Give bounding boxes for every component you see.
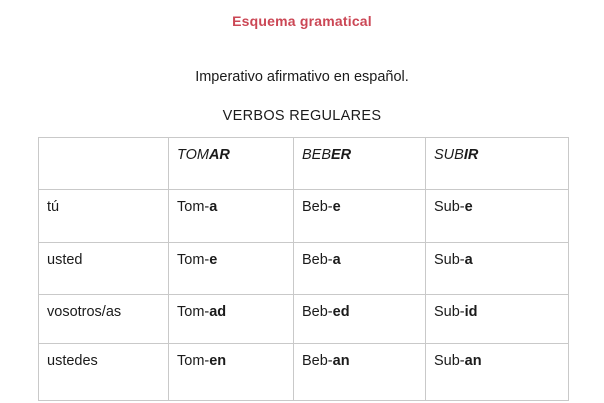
verb-ending: e xyxy=(332,199,341,215)
pronoun-cell: vosotros/as xyxy=(39,295,169,344)
conjugation-cell xyxy=(169,190,294,243)
section-heading: VERBOS REGULARES xyxy=(222,108,382,124)
verb-stem: TOM xyxy=(177,147,209,163)
verb-stem: Sub- xyxy=(434,252,465,268)
verb-header-tomar xyxy=(169,138,294,190)
conjugation-cell xyxy=(294,190,426,243)
conjugation-cell xyxy=(294,344,426,401)
table-row-tu xyxy=(39,190,569,243)
verb-stem: Sub- xyxy=(434,199,465,215)
verb-ending: an xyxy=(332,353,350,369)
verb-ending: ad xyxy=(209,304,227,320)
table-row-ustedes xyxy=(39,344,569,401)
verb-stem: Beb- xyxy=(302,252,333,268)
page-title: Esquema gramatical xyxy=(232,13,372,29)
verb-ending: ed xyxy=(332,304,350,320)
verb-ending: IR xyxy=(463,147,479,163)
conjugation-cell xyxy=(426,190,569,243)
document-page xyxy=(0,13,604,403)
table-header-row xyxy=(39,138,569,190)
verb-stem: Beb- xyxy=(302,304,333,320)
conjugation-cell xyxy=(294,243,426,295)
pronoun-cell: ustedes xyxy=(39,344,169,401)
verb-header-beber xyxy=(294,138,426,190)
verb-stem: Sub- xyxy=(434,304,465,320)
verb-ending: an xyxy=(464,353,482,369)
verb-ending: a xyxy=(209,199,218,215)
table-row-usted xyxy=(39,243,569,295)
verb-ending: ER xyxy=(331,147,352,163)
conjugation-cell xyxy=(426,344,569,401)
conjugation-cell xyxy=(426,243,569,295)
verb-stem: Tom- xyxy=(177,304,210,320)
verb-ending: AR xyxy=(208,147,230,163)
verb-stem: Sub- xyxy=(434,353,465,369)
pronoun-cell: tú xyxy=(39,190,169,243)
verb-ending: e xyxy=(209,252,218,268)
verb-stem: BEB xyxy=(302,147,332,163)
verb-ending: a xyxy=(332,252,341,268)
verb-ending: id xyxy=(464,304,478,320)
verb-stem: Beb- xyxy=(302,353,333,369)
verb-ending: en xyxy=(209,353,227,369)
verb-stem: Tom- xyxy=(177,252,210,268)
verb-stem: SUB xyxy=(434,147,464,163)
verb-stem: Tom- xyxy=(177,199,210,215)
verb-header-subir xyxy=(426,138,569,190)
conjugation-cell xyxy=(294,295,426,344)
table-row-vosotros xyxy=(39,295,569,344)
conjugation-cell xyxy=(426,295,569,344)
verb-conjugation-table xyxy=(38,137,569,401)
conjugation-cell xyxy=(169,243,294,295)
document-subtitle: Imperativo afirmativo en español. xyxy=(195,69,409,85)
verb-ending: e xyxy=(464,199,473,215)
verb-stem: Beb- xyxy=(302,199,333,215)
verb-stem: Tom- xyxy=(177,353,210,369)
conjugation-cell xyxy=(169,295,294,344)
conjugation-cell xyxy=(169,344,294,401)
pronoun-cell: usted xyxy=(39,243,169,295)
verb-ending: a xyxy=(464,252,473,268)
corner-cell xyxy=(39,138,169,190)
